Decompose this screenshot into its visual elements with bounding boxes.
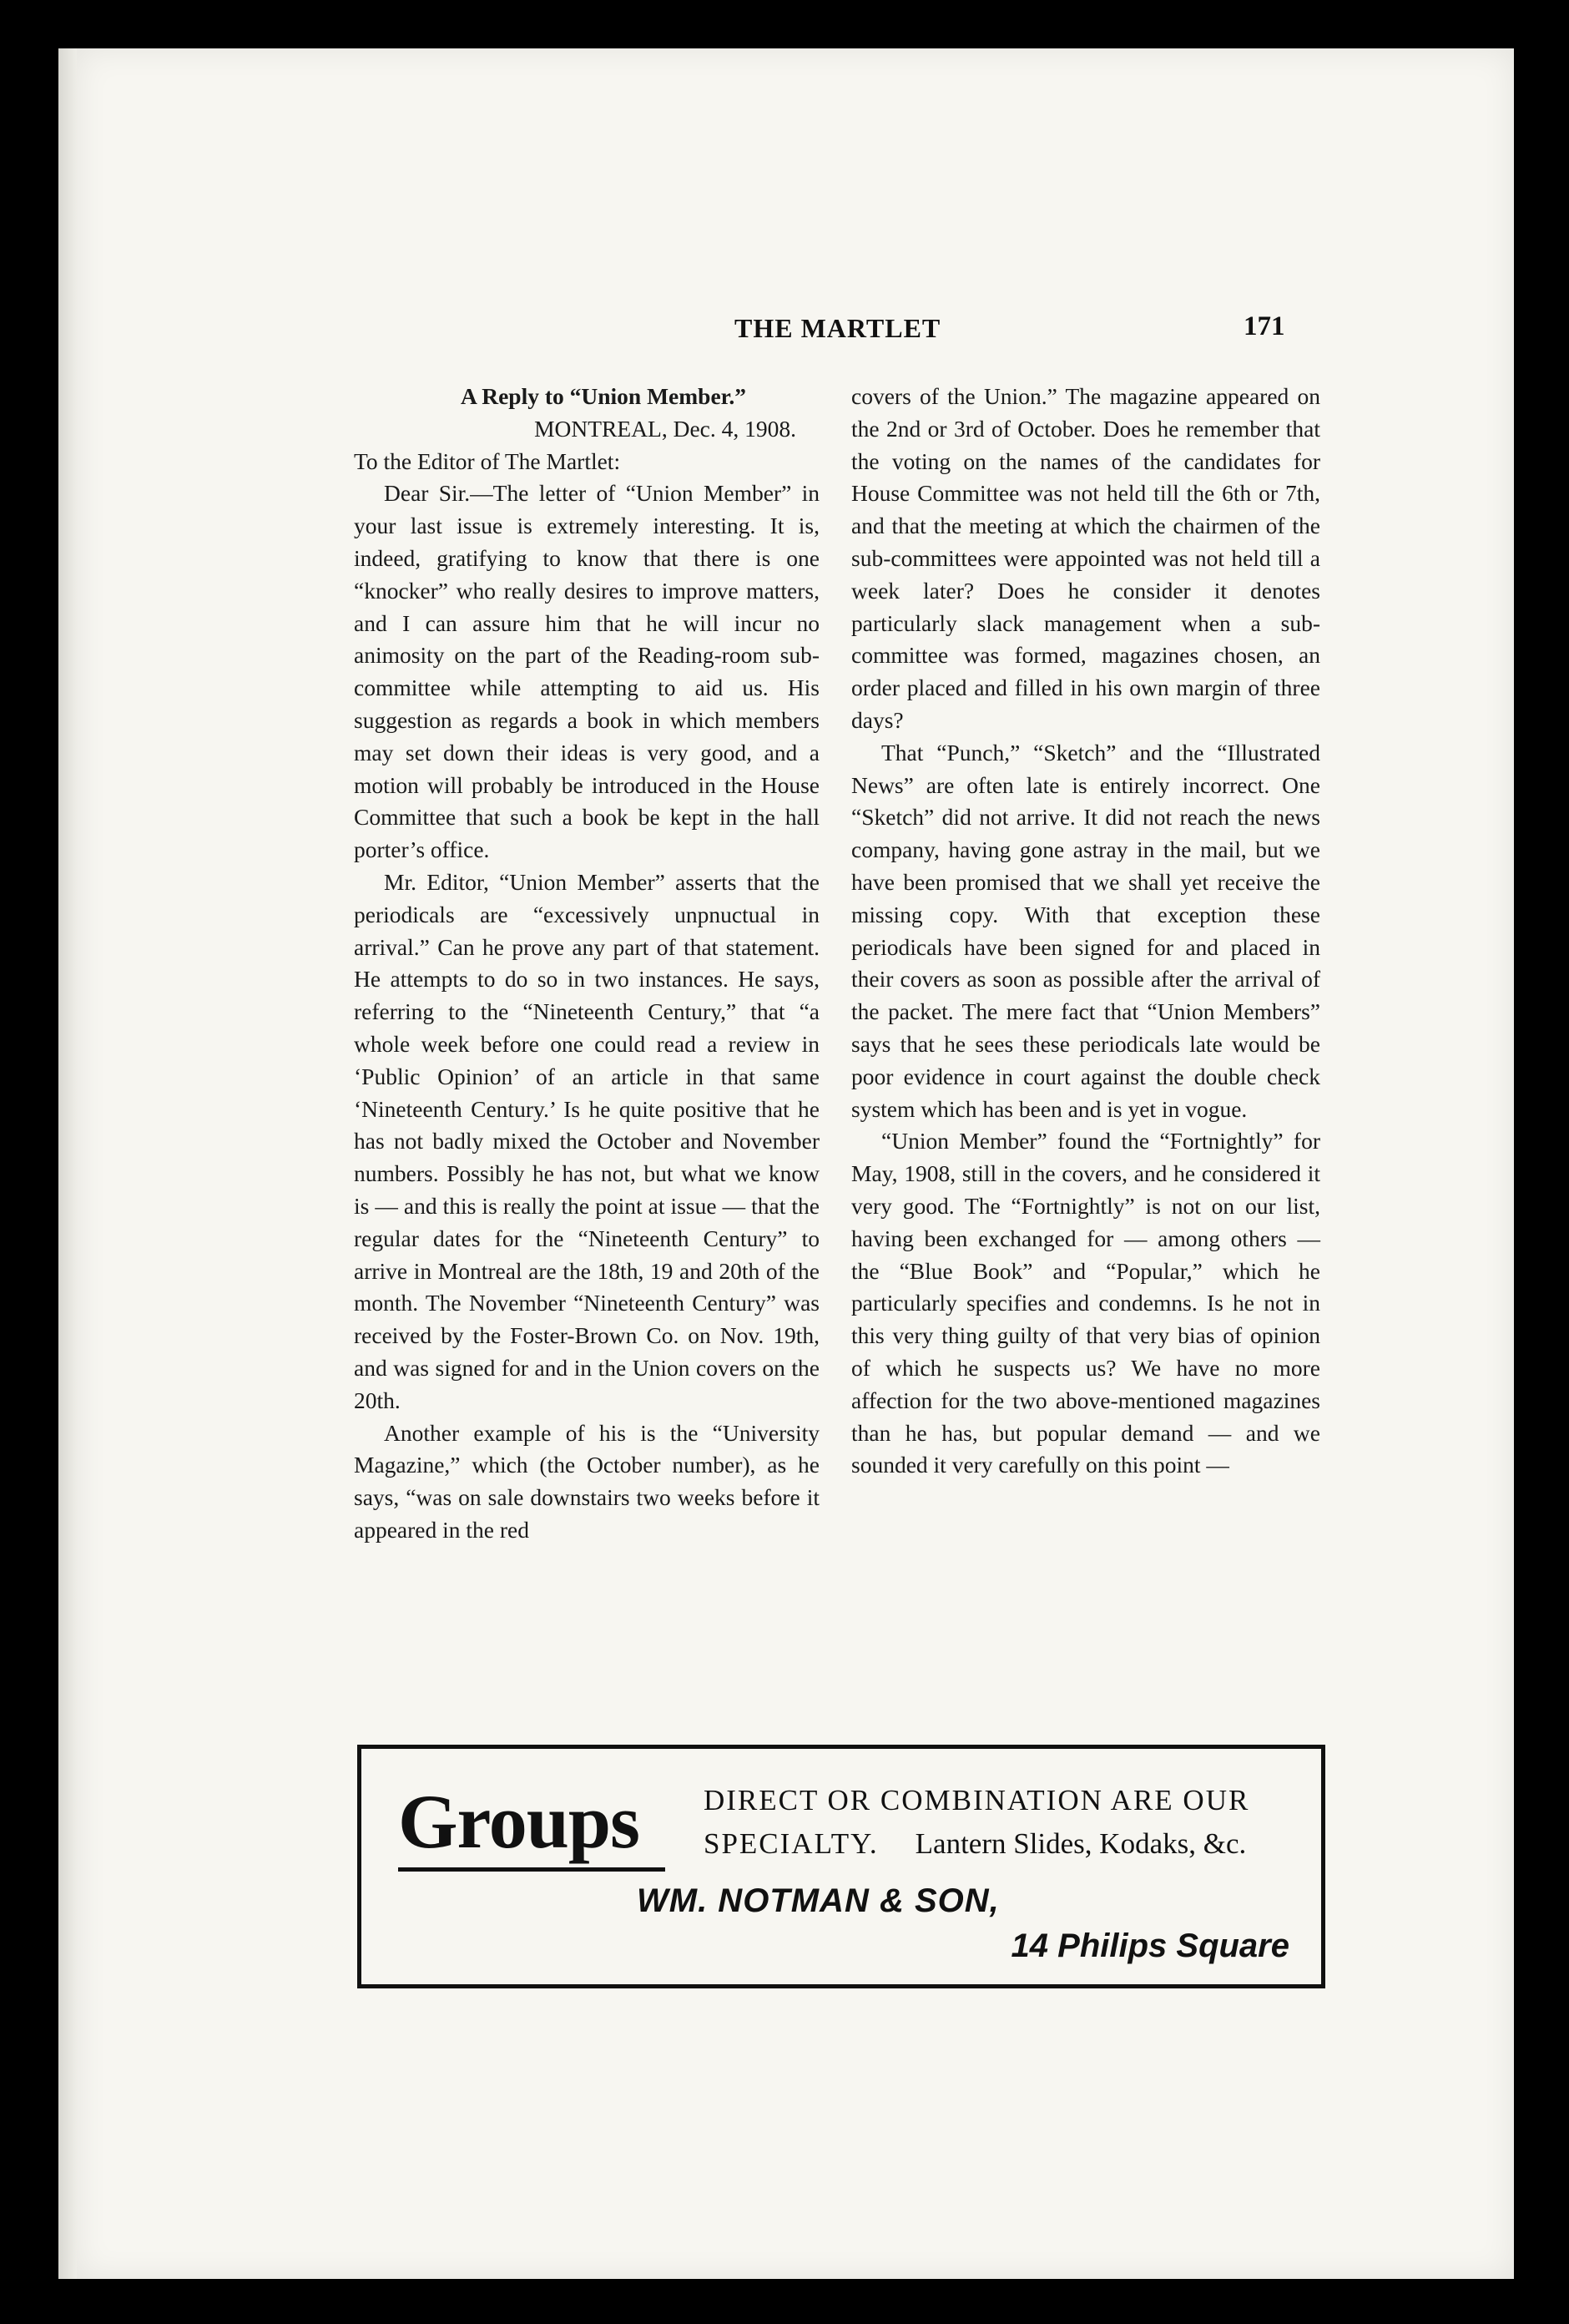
article-paragraph: Dear Sir.—The letter of “Union Member” in your last issue is extremely interesting. It is, indeed, gratifying to know that there is one “knocker” who really desires to improve matters, and I can assure him that he will incur no animosity on the part of the Reading-room sub-committee while attempting to aid us. His suggestion as regards a book in which members may set down their ideas is very good, and a motion will probably be introduced in the House Committee that such a book be kept in the hall porter’s office. bbox=[354, 480, 820, 863]
ad-tagline: DIRECT OR COMBINATION ARE OUR bbox=[704, 1784, 1250, 1816]
ad-firm-name: WM. NOTMAN & SON, bbox=[637, 1882, 1000, 1919]
article-paragraph: Another example of his is the “University Magazine,” which (the October number), as he says, “was on sale downstairs two weeks before it appeared in the red bbox=[354, 1419, 820, 1543]
page-number: 171 bbox=[1244, 311, 1285, 341]
article-column-left bbox=[354, 381, 820, 1547]
ad-specialty: SPECIALTY. bbox=[704, 1827, 879, 1860]
article-paragraph: covers of the Union.” The magazine appeared on the 2nd or 3rd of October. Does he remember that the voting on the names of the candidates for House Committee was not held till the 6th or 7th, and that the meeting at which the chairmen of the sub-committees were appointed was not held till a week later? Does he consider it denotes particularly slack management when a sub-committee was formed, magazines chosen, an order placed and filled in his own margin of three days? bbox=[851, 383, 1320, 733]
ad-address: 14 Philips Square bbox=[1011, 1927, 1289, 1964]
article-heading: A Reply to “Union Member.” bbox=[461, 383, 746, 409]
article-paragraph: “Union Member” found the “Fortnightly” for May, 1908, still in the covers, and he considered it very good. The “Fortnightly” is not on our list, having been exchanged for — among others — the “Blue Book” and “Popular,” which he particularly specifies and condemns. Is he not in this very thing guilty of that very bias of opinion of which he suspects us? We have no more affection for the two above-mentioned magazines than he has, but popular demand — and we sounded it very carefully on this point — bbox=[851, 1128, 1320, 1478]
notman-advertisement bbox=[357, 1745, 1325, 1988]
ad-products: Lantern Slides, Kodaks, &c. bbox=[915, 1827, 1247, 1860]
article-paragraph: That “Punch,” “Sketch” and the “Illustrated News” are often late is entirely incorrect. One “Sketch” did not arrive. It did not reach the news company, having gone astray in the mail, but we have been promised that we shall yet receive the missing copy. With that exception these periodicals have been signed for and placed in their covers as soon as possible after the arrival of the packet. The mere fact that “Union Members” says that he sees these periodicals late would be poor evidence in court against the double check system which has been and is yet in vogue. bbox=[851, 739, 1320, 1122]
ad-headline-rule bbox=[398, 1867, 665, 1872]
article-dateline: MONTREAL, Dec. 4, 1908. bbox=[534, 415, 796, 442]
article-column-right bbox=[851, 381, 1320, 1482]
article-salutation: To the Editor of The Martlet: bbox=[354, 447, 621, 474]
left-page-edge bbox=[0, 48, 77, 2279]
ad-products-line bbox=[704, 1827, 1246, 1861]
ad-headline: Groups bbox=[398, 1779, 639, 1864]
article-paragraph: Mr. Editor, “Union Member” asserts that the periodicals are “excessively unpnuctual in arrival.” Can he prove any part of that statement. He attempts to do so in two instances. He says, referring to the “Nineteenth Century,” that “a whole week before one could read a review in ‘Public Opinion’ of an article in that same ‘Nineteenth Century.’ Is he quite positive that he has not badly mixed the October and November numbers. Possibly he has not, but what we know is — and this is really the point at issue — that the regular dates for the “Nineteenth Century” to arrive in Montreal are the 18th, 19 and 20th of the month. The November “Nineteenth Century” was received by the Foster-Brown Co. on Nov. 19th, and was signed for and in the Union covers on the 20th. bbox=[354, 868, 820, 1413]
running-title: THE MARTLET bbox=[734, 313, 941, 343]
